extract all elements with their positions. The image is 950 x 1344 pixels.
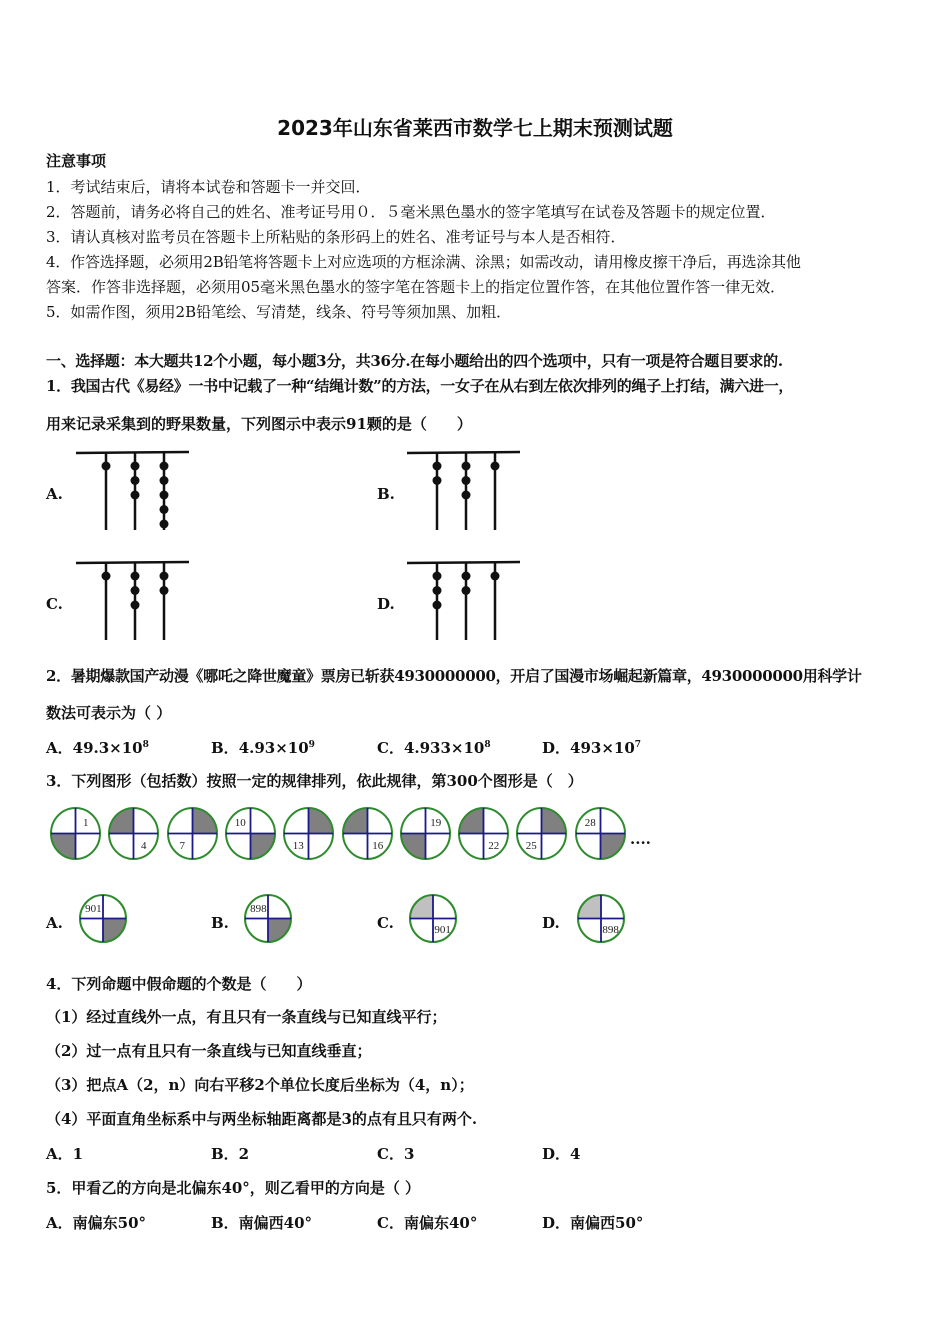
option-label: B． bbox=[211, 739, 239, 757]
option-figure[interactable] bbox=[78, 893, 128, 944]
option-figure[interactable] bbox=[408, 893, 458, 944]
q4-option-d[interactable]: D．4 bbox=[542, 1145, 581, 1163]
sequence-figure[interactable] bbox=[49, 806, 102, 861]
knot bbox=[462, 462, 471, 471]
knot bbox=[160, 520, 169, 529]
option-exponent: 7 bbox=[634, 740, 642, 750]
option-exponent: 9 bbox=[308, 740, 315, 750]
figure-number: 25 bbox=[526, 839, 538, 852]
figure-number: 28 bbox=[584, 817, 596, 830]
knot bbox=[433, 601, 442, 610]
option-value: 4.93×10 bbox=[238, 739, 309, 757]
sequence-figure[interactable] bbox=[224, 806, 277, 861]
notice-item: 2．答题前，请务必将自己的姓名、准考证号用０．５毫米黑色墨水的签字笔填写在试卷及答题卡的规定位置． bbox=[46, 203, 776, 221]
figure-number: 1 bbox=[83, 817, 89, 830]
knot bbox=[131, 491, 140, 500]
notice-item: 3．请认真核对监考员在答题卡上所粘贴的条形码上的姓名、准考证号与本人是否相符． bbox=[46, 228, 626, 246]
q1-option-label[interactable]: A. bbox=[46, 485, 63, 503]
sequence-figure[interactable] bbox=[341, 806, 394, 861]
notice-item: 答案．作答非选择题，必须用05毫米黑色墨水的签字笔在答题卡上的指定位置作答，在其他位置作答一律无效． bbox=[46, 278, 786, 296]
knot bbox=[462, 476, 471, 485]
figure-number: 901 bbox=[85, 902, 102, 915]
figure-number: 13 bbox=[292, 839, 304, 852]
q2-text: 2．暑期爆款国产动漫《哪吒之降世魔童》票房已斩获4930000000，开启了国漫市场崛起新篇章，4930000000用科学计 bbox=[46, 667, 862, 685]
q5-option-b[interactable]: B．南偏西40° bbox=[211, 1214, 313, 1232]
notice-item: 5．如需作图，须用2B铅笔绘、写清楚，线条、符号等须加黑、加粗． bbox=[46, 303, 512, 321]
sequence-figure[interactable] bbox=[574, 806, 627, 861]
q1-option-label[interactable]: C. bbox=[46, 595, 63, 613]
knot bbox=[131, 586, 140, 595]
figure-number: 901 bbox=[434, 924, 451, 937]
notice-item: 4．作答选择题，必须用2B铅笔将答题卡上对应选项的方框涂满、涂黑；如需改动，请用橡皮擦干净后，再选涂其他 bbox=[46, 253, 801, 271]
figure-number: 898 bbox=[250, 902, 267, 915]
figure-number: 898 bbox=[602, 924, 619, 937]
knot-diagram[interactable] bbox=[74, 450, 204, 535]
q3-option-label[interactable]: D. bbox=[542, 914, 560, 932]
sequence-figure[interactable] bbox=[457, 806, 510, 861]
q2-option-c[interactable] bbox=[377, 737, 491, 758]
rope-top bbox=[407, 452, 520, 453]
notice-item: 1．考试结束后，请将本试卷和答题卡一并交回． bbox=[46, 178, 371, 196]
q4-item: （3）把点A（2，n）向右平移2个单位长度后坐标为（4，n）； bbox=[46, 1076, 474, 1094]
sequence-figure[interactable] bbox=[282, 806, 335, 861]
option-figure[interactable] bbox=[576, 893, 626, 944]
q3-option-label[interactable]: C. bbox=[377, 914, 394, 932]
figure-number: 4 bbox=[141, 839, 147, 852]
q5-option-c[interactable]: C．南偏东40° bbox=[377, 1214, 478, 1232]
knot bbox=[160, 505, 169, 514]
q4-item: （2）过一点有且只有一条直线与已知直线垂直； bbox=[46, 1042, 372, 1060]
knot bbox=[491, 572, 500, 581]
q2-text: 数法可表示为（ ） bbox=[46, 704, 172, 722]
sequence-figure[interactable] bbox=[166, 806, 219, 861]
knot bbox=[160, 572, 169, 581]
option-exponent: 8 bbox=[142, 740, 149, 750]
option-label: A． bbox=[46, 739, 73, 757]
sequence-figure[interactable] bbox=[399, 806, 452, 861]
figure-number: 16 bbox=[371, 839, 383, 852]
q1-option-label[interactable]: D. bbox=[377, 595, 395, 613]
q3-text: 3．下列图形（包括数）按照一定的规律排列，依此规律，第300个图形是（ ） bbox=[46, 772, 583, 790]
q2-option-d[interactable] bbox=[542, 737, 641, 758]
q5-text: 5．甲看乙的方向是北偏东40°，则乙看甲的方向是（ ） bbox=[46, 1179, 421, 1197]
q5-option-d[interactable]: D．南偏西50° bbox=[542, 1214, 644, 1232]
knot bbox=[462, 586, 471, 595]
knot bbox=[433, 586, 442, 595]
knot bbox=[131, 476, 140, 485]
q3-option-label[interactable]: B. bbox=[211, 914, 229, 932]
q4-option-a[interactable]: A．1 bbox=[46, 1145, 84, 1163]
knot bbox=[131, 572, 140, 581]
q4-text: 4．下列命题中假命题的个数是（ ） bbox=[46, 975, 312, 993]
figure-number: 7 bbox=[179, 839, 185, 852]
q1-text: 1．我国古代《易经》一书中记载了一种“结绳计数”的方法，一女子在从右到左依次排列的绳子上打结，满六进一， bbox=[46, 377, 794, 395]
knot bbox=[102, 462, 111, 471]
knot bbox=[131, 462, 140, 471]
knot-diagram[interactable] bbox=[405, 450, 535, 535]
knot bbox=[160, 462, 169, 471]
q4-item: （4）平面直角坐标系中与两坐标轴距离都是3的点有且只有两个. bbox=[46, 1110, 478, 1128]
knot bbox=[433, 476, 442, 485]
q3-option-label[interactable]: A. bbox=[46, 914, 63, 932]
q1-option-label[interactable]: B. bbox=[377, 485, 395, 503]
option-value: 49.3×10 bbox=[72, 739, 143, 757]
knot-diagram[interactable] bbox=[74, 560, 204, 645]
knot bbox=[102, 572, 111, 581]
notice-heading: 注意事项 bbox=[46, 152, 107, 170]
figure-number: 10 bbox=[234, 817, 246, 830]
q2-option-b[interactable] bbox=[211, 737, 315, 758]
option-figure[interactable] bbox=[243, 893, 293, 944]
knot-diagram[interactable] bbox=[405, 560, 535, 645]
option-label: D． bbox=[542, 739, 571, 757]
option-value: 4.933×10 bbox=[403, 739, 485, 757]
option-value: 493×10 bbox=[570, 739, 635, 757]
knot bbox=[433, 462, 442, 471]
rope-top bbox=[407, 562, 520, 563]
figure-number: 22 bbox=[488, 839, 500, 852]
rope-top bbox=[76, 452, 189, 453]
knot bbox=[160, 476, 169, 485]
q4-option-c[interactable]: C．3 bbox=[377, 1145, 415, 1163]
rope-top bbox=[76, 562, 189, 563]
knot bbox=[160, 586, 169, 595]
knot bbox=[462, 572, 471, 581]
q1-text: 用来记录采集到的野果数量，下列图示中表示91颗的是（ ） bbox=[46, 415, 472, 433]
option-exponent: 8 bbox=[484, 740, 491, 750]
option-label: C． bbox=[377, 739, 404, 757]
knot bbox=[433, 572, 442, 581]
q4-option-b[interactable]: B．2 bbox=[211, 1145, 250, 1163]
q2-option-a[interactable] bbox=[46, 737, 149, 758]
q5-option-a[interactable]: A．南偏东50° bbox=[46, 1214, 147, 1232]
q4-item: （1）经过直线外一点，有且只有一条直线与已知直线平行； bbox=[46, 1008, 447, 1026]
knot bbox=[491, 462, 500, 471]
sequence-figure[interactable] bbox=[107, 806, 160, 861]
page-title: 2023年山东省莱西市数学七上期末预测试题 bbox=[277, 116, 673, 140]
knot bbox=[160, 491, 169, 500]
section-heading: 一、选择题：本大题共12个小题，每小题3分，共36分.在每小题给出的四个选项中，只有一项是符合题目要求的. bbox=[46, 352, 783, 370]
ellipsis: .... bbox=[630, 830, 651, 848]
knot bbox=[131, 601, 140, 610]
sequence-figure[interactable] bbox=[515, 806, 568, 861]
figure-number: 19 bbox=[430, 817, 442, 830]
knot bbox=[462, 491, 471, 500]
